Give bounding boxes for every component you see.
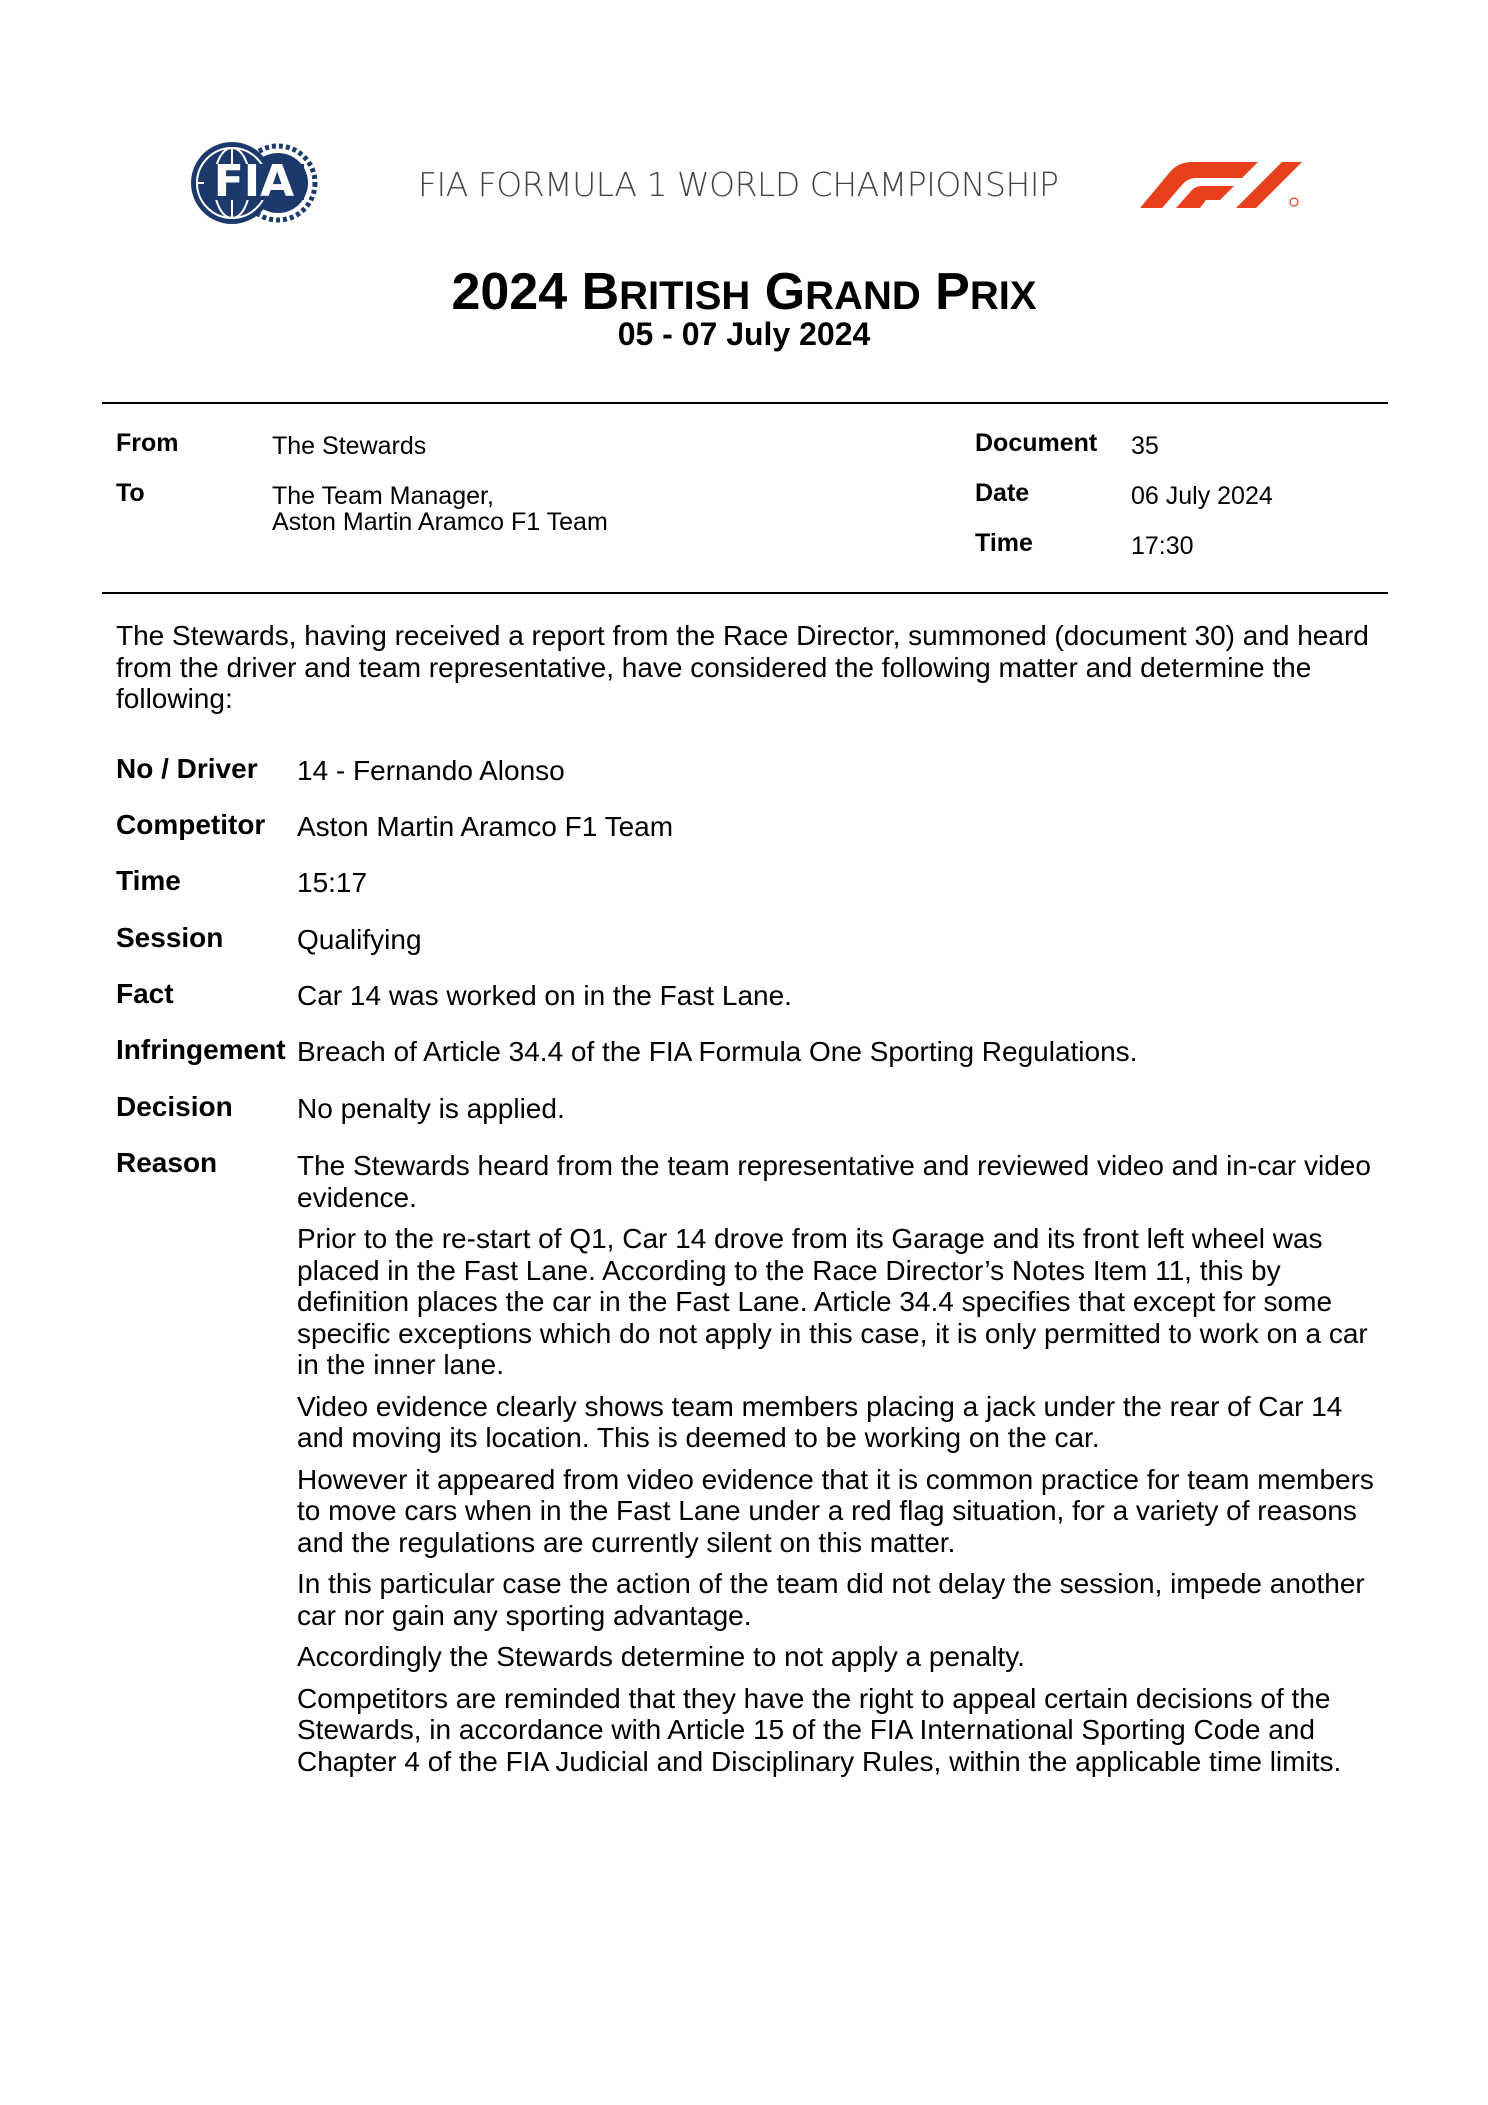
to-value-line2: Aston Martin Aramco F1 Team [272,508,608,536]
f1-logo [1118,158,1304,208]
detail-value-fact: Car 14 was worked on in the Fast Lane. [297,980,792,1011]
detail-value-infringement: Breach of Article 34.4 of the FIA Formula One Sporting Regulations. [297,1036,1138,1067]
divider-bottom [102,592,1388,594]
document-value: 35 [1131,432,1159,460]
document-label: Document [975,429,1098,457]
date-label: Date [975,479,1030,507]
detail-value-session: Qualifying [297,924,422,955]
reason-paragraph: Video evidence clearly shows team members placing a jack under the rear of Car 14 and moving its location. This is deemed to be working on the car. [297,1390,1343,1453]
reason-text [297,1150,1387,1787]
detail-label-decision: Decision [116,1091,233,1122]
detail-value-competitor: Aston Martin Aramco F1 Team [297,811,674,842]
detail-label-session: Session [116,922,224,953]
detail-label-fact: Fact [116,978,174,1009]
reason-paragraph: Competitors are reminded that they have the right to appeal certain decisions of the Stewards, in accordance with Article 15 of the FIA International Sporting Code and Chapter 4 of the FIA Judicial and Disciplinary Rules, within the applicable time limits. [297,1682,1342,1777]
detail-label-competitor: Competitor [116,809,266,840]
detail-value-time: 15:17 [297,867,368,898]
reason-paragraph: However it appeared from video evidence that it is common practice for team members to move cars when in the Fast Lane under a red flag situation, for a variety of reasons and the regulations are currently silent on this matter. [297,1463,1374,1558]
detail-label-driver: No / Driver [116,753,258,784]
date-value: 06 July 2024 [1131,482,1273,510]
event-title: 2024 BRITISH GRAND PRIX [451,263,1037,321]
reason-paragraph: Accordingly the Stewards determine to not apply a penalty. [297,1641,1025,1672]
divider-top [102,402,1388,404]
detail-label-infringement: Infringement [116,1034,286,1065]
reason-paragraph: Prior to the re-start of Q1, Car 14 drove from its Garage and its front left wheel was placed in the Fast Lane. According to the Race Director’s Notes Item 11, this by definition places the car in the Fast Lane. Article 34.4 specifies that except for some specific exceptions which do not apply in this case, it is only permitted to work on a car in the inner lane. [297,1223,1368,1380]
time-value: 17:30 [1131,532,1194,560]
to-label: To [116,479,145,507]
from-value: The Stewards [272,432,427,460]
detail-label-reason: Reason [116,1147,218,1178]
championship-title: FIA FORMULA 1 WORLD CHAMPIONSHIP [418,165,1059,204]
detail-value-driver: 14 - Fernando Alonso [297,755,565,786]
reason-paragraph: The Stewards heard from the team representative and reviewed video and in-car video evidence. [297,1150,1371,1213]
to-value-line1: The Team Manager, [272,482,494,510]
detail-value-decision: No penalty is applied. [297,1093,565,1124]
fia-logo-text: FIA [213,156,295,207]
fia-logo [190,138,318,228]
detail-label-time: Time [116,865,181,896]
from-label: From [116,429,179,457]
reason-paragraph: In this particular case the action of the team did not delay the session, impede another car nor gain any sporting advantage. [297,1568,1365,1631]
intro-paragraph: The Stewards, having received a report from the Race Director, summoned (document 30) and heard from the driver and team representative, have considered the following matter and determine the following: [116,620,1369,714]
time-label: Time [975,529,1033,557]
event-dates: 05 - 07 July 2024 [617,316,871,352]
